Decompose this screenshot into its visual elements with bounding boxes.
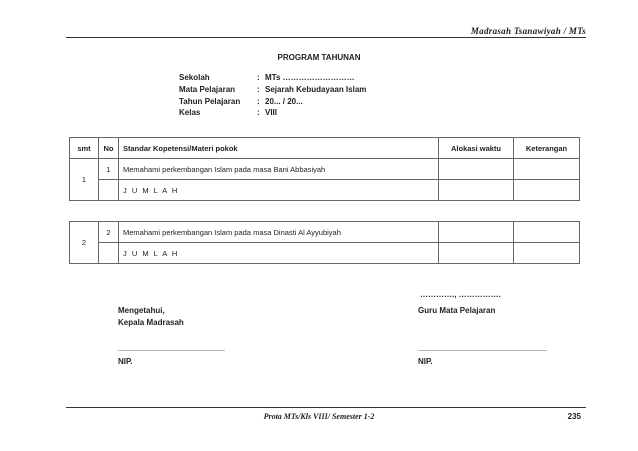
program-table-1 bbox=[69, 137, 580, 201]
footer-title: Prota MTs/Kls VIII/ Semester 1-2 bbox=[263, 412, 375, 421]
footer-rule bbox=[66, 407, 586, 408]
header-rule bbox=[66, 37, 586, 38]
info-label: Kelas bbox=[179, 108, 201, 117]
signature-left-nip: NIP. bbox=[118, 357, 133, 366]
col-smt: smt bbox=[70, 138, 99, 159]
program-table-2 bbox=[69, 221, 580, 264]
cell-materi: Memahami perkembangan Islam pada masa Bani Abbasiyah bbox=[119, 159, 439, 180]
signature-right-line1: Guru Mata Pelajaran bbox=[418, 306, 496, 315]
cell-keterangan bbox=[514, 159, 580, 180]
signature-left-line1: Mengetahui, bbox=[118, 306, 165, 315]
signature-left-line2: Kepala Madrasah bbox=[118, 318, 184, 327]
signature-date: …………., ……………. bbox=[420, 290, 501, 299]
cell-smt: 2 bbox=[70, 222, 99, 264]
info-value: VIII bbox=[265, 108, 278, 117]
signature-right-underline: _____________________________ bbox=[418, 343, 548, 352]
table-row bbox=[70, 159, 580, 180]
col-keterangan: Keterangan bbox=[514, 138, 580, 159]
cell-alokasi bbox=[439, 159, 514, 180]
col-standar-kompetensi: Standar Kopetensi/Materi pokok bbox=[119, 138, 439, 159]
table-total-row bbox=[70, 243, 580, 264]
cell-jumlah: J U M L A H bbox=[119, 243, 439, 264]
info-label: Sekolah bbox=[179, 73, 210, 82]
cell-alokasi bbox=[439, 222, 514, 243]
signature-right-nip: NIP. bbox=[418, 357, 433, 366]
cell-jumlah: J U M L A H bbox=[119, 180, 439, 201]
info-value: MTs ……………………… bbox=[265, 73, 355, 82]
table-row bbox=[70, 222, 580, 243]
header-school-type: Madrasah Tsanawiyah / MTs bbox=[470, 26, 586, 36]
table-total-row bbox=[70, 180, 580, 201]
cell-no: 2 bbox=[99, 222, 119, 243]
info-value: 20... / 20... bbox=[265, 97, 303, 106]
info-value: Sejarah Kebudayaan Islam bbox=[265, 85, 367, 94]
info-label: Mata Pelajaran bbox=[179, 85, 236, 94]
cell-no: 1 bbox=[99, 159, 119, 180]
page-title: PROGRAM TAHUNAN bbox=[277, 53, 361, 62]
cell-keterangan bbox=[514, 222, 580, 243]
col-no: No bbox=[99, 138, 119, 159]
page-number: 235 bbox=[567, 412, 581, 421]
table-header-row bbox=[70, 138, 580, 159]
info-label: Tahun Pelajaran bbox=[179, 97, 241, 106]
col-alokasi-waktu: Alokasi waktu bbox=[439, 138, 514, 159]
cell-materi: Memahami perkembangan Islam pada masa Dinasti Al Ayyubiyah bbox=[119, 222, 439, 243]
signature-left-underline: ________________________ bbox=[118, 343, 225, 352]
cell-smt: 1 bbox=[70, 159, 99, 201]
